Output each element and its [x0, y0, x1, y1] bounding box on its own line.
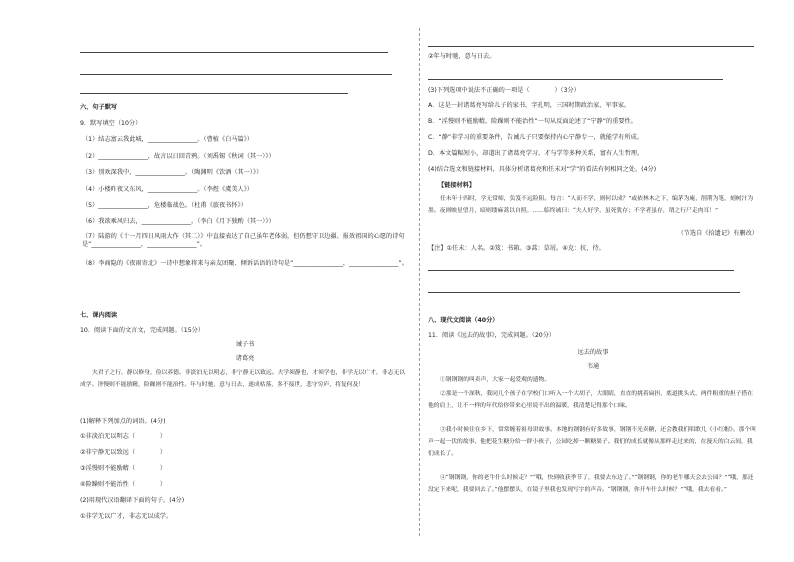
section7-title: 七、课内阅读	[80, 312, 118, 319]
q9-item: （7）陆游的《十一月四日风雨大作（其二）》中直接表达了自己虽年老体弱，但仍想守卫边疆、报效祖国的心愿的诗句是“________________，________________”。	[82, 233, 405, 248]
q10-sub1-item: ④险躁则不能治性（ ）	[80, 481, 166, 488]
q9-item: （3）别欢深我中，________________。（陶渊明《饮酒（其一）》）	[82, 169, 263, 176]
q11-title: 11．阅读《远去的故事》，完成问题。（20分）	[428, 332, 556, 339]
q10-sub2: (2)用现代汉语翻译下面的句子。(4分)	[80, 497, 185, 504]
story-title: 远去的故事	[577, 349, 609, 356]
option-c: C．“静”非学习的重要条件，告诫儿子只要保持内心宁静专一，就能学有所成。	[428, 134, 643, 141]
story-para: ②那是一个深秋，我同几个孩子在学校门口听入一个大胡子，大眼睛，直直的挑着扁担，底道挑头式，两件粗重的担子搭在他的肩上，让不一样的年代给你带来心里说不出的温暖，我清楚记得那个口味。	[428, 391, 754, 409]
q10-sub1: (1)解释下列加点的词语。(4分)	[80, 418, 166, 425]
q9-item: （1）结志富云我此城，________________。（曹植《白马篇》）	[82, 136, 253, 143]
q10-title: 10．阅读下面的文言文，完成问题。（15分）	[80, 327, 205, 334]
note: 【注】①任末：人名。②笈：书箱。③蒿：草屑。④克：抗、待。	[428, 245, 605, 252]
q9-item: （5）________________，危楼临战色。（杜甫《旅夜书怀》）	[82, 202, 247, 209]
q10-sub1-item: ①非淡泊无以明志（ ）	[80, 433, 166, 440]
q9-item: （4）小楼昨夜又东风，________________。（李煜《虞美人》）	[82, 186, 253, 193]
q10-sub3: (3)下列选项中说法不正确的一项是（ ）（3分）	[428, 87, 580, 94]
answer-line	[428, 46, 754, 47]
answer-line	[428, 270, 734, 271]
story-author: 韦通	[586, 363, 600, 370]
top-item: ②年与时驰，意与日去。	[428, 53, 496, 60]
link-title: 【链接材料】	[438, 182, 476, 189]
q10-sub4: (4)结合选文和链接材料，具体分析诸葛亮和任末对“学”的看法有何相同之处。(4分)	[428, 166, 657, 173]
story-para: ③我小时候住在乡下，常常缠着祖母讲故事。本地的钢钢有好多故事，钢钢不光卖糖，还会教我们唱歌儿《小红帽》。那个叫声一起一伏的故事，他把花生糖分给一群小孩子，公园吃掉一颗糖果子。我们的成长就像从那样走过来的，在漫天的白云间，我们成长了。	[428, 427, 756, 457]
option-b: B．“淫慢则不能励精，险躁则不能治性”一句从反面论述了“宁静”的重要性。	[428, 118, 637, 125]
q10-sub1-item: ③淫慢则不能励精（ ）	[80, 465, 166, 472]
q10-sub1-item: ②非宁静无以致远（ ）	[80, 449, 166, 456]
q9-item: （6）我欲乘风归去，________________。（李白《月下独酌（其一）》）	[82, 218, 275, 225]
story-para: ④“钢钢钢，你的老牛什么时候走？”“哦，快到收获季节了，我要去东边了。”“钢钢钢，你的老牛哪天会去公园？”“哦，那还没定下来呢，我要回去了。”他摆摆头，在镜子里我也发现写字的声音。“钢钢钢，你开车什么时候？”“哦，我去看看。”	[428, 475, 754, 493]
answer-line	[428, 292, 740, 293]
story-para: ①钢钢钢的叫卖声，大家一起爱观的遗物。	[440, 377, 551, 383]
option-a: A．这是一封诸葛亮写给儿子的家书，字孔明，三国时期政治家、军事家。	[428, 102, 631, 109]
passage-text: 夫君子之行，静以修身，俭以养德。非淡泊无以明志，非宁静无以致远。夫学须静也，才须学也，非学无以广才，非志无以成学。淫慢则不能励精，险躁则不能治性。年与时驰，意与日去，遂成枯落，多不接世，悲守穷庐，将复何及！	[80, 370, 406, 388]
option-d: D．本文篇幅短小，却道出了诸葛亮学习、才与学等多种关系，富有人生哲理。	[428, 150, 644, 157]
section6-title: 六、句子默写	[80, 104, 118, 111]
passage-author: 诸葛亮	[235, 355, 255, 362]
answer-line	[80, 74, 392, 75]
section8-title: 八、现代文阅读（40分）	[428, 317, 499, 324]
column-divider	[419, 28, 420, 536]
answer-line	[428, 79, 723, 80]
answer-line	[80, 52, 388, 53]
q9-item: （8）李商隐的《夜雨寄北》一诗中想象将来与亲友团聚、倾诉话语的诗句是“________________，________________”。	[82, 260, 408, 267]
q9-item: （2）________________，故言以日回青鸦。（刘禹锡《秋词（其一）》）	[82, 153, 275, 160]
q9-title: 9．默写填空（10分）	[80, 120, 142, 127]
link-source: （节选自《拾遗记》有删改）	[677, 230, 758, 237]
answer-line	[80, 93, 348, 94]
link-text: 任末年十四时，学无常师，负笈不远险阻。每言：“人而不学，则何以成？”或依林木之下，编茅为庵，削荆为笔，刻树汁为墨。夜则映星望月，暗则缕麻蒿以自照。……临终诫曰：“夫人好学，虽死犹存；不学者虽存，谓之行尸走肉耳！”	[428, 196, 754, 214]
passage-title: 诫子书	[235, 341, 255, 348]
q10-sub2-item: ①非学无以广才，非志无以成学。	[80, 513, 173, 520]
